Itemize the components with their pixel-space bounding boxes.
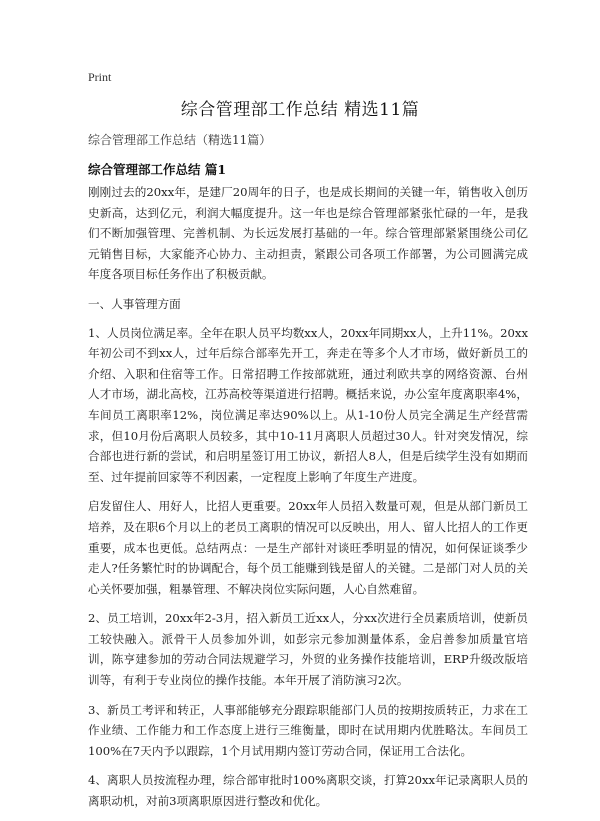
paragraph-evaluation: 3、新员工考评和转正，人事部能够充分跟踪职能部门人员的按期按质转正，力求在工作业绩、工作能力和工作态度上进行三维衡量，即时在试用期内优胜略汰。车间员工100%在7天内予以跟踪，1个月试用期内签订劳动合同，保证用工合法化。: [88, 702, 528, 758]
page-title: 综合管理部工作总结 精选11篇: [180, 100, 420, 120]
document-body: [88, 182, 528, 821]
paragraph-retention: 启发留住人、用好人，比招人更重要。20xx年人员招入数量可观，但是从部门新员工培养，及在职6个月以上的老员工离职的情况可以反映出，用人、留人比招人的工作更重要，成本也更低。总结两点：一是生产部针对谈旺季明显的情况，如何保证谈季少走人?任务繁忙时的协调配合，每个员工能赚到钱是留人的关键。二是部门对人员的关心关怀要加强，粗暴管理、不解决岗位实际问题，人心自然难留。: [88, 499, 528, 596]
section-heading: 综合管理部工作总结 篇1: [88, 162, 227, 177]
paragraph-intro: 刚刚过去的20xx年，是建厂20周年的日子，也是成长期间的关键一年，销售收入创历史新高，达到亿元，利润大幅度提升。这一年也是综合管理部紧张忙碌的一年，是我们不断加强管理、完善机制、为长远发展打基础的一年。综合管理部紧紧围绕公司亿元销售目标，大家能齐心协力、主动担责，紧跟公司各项工作部署，为公司圆满完成年度各项目标任务作出了积极贡献。: [88, 185, 528, 282]
section-title-hr: 一、人事管理方面: [88, 296, 181, 311]
paragraph-training: 2、员工培训，20xx年2-3月，招入新员工近xx人，分xx次进行全员素质培训，使新员工较快融入。派骨干人员参加外训，如彭宗元参加测量体系，金启善参加质量官培训，陈亨建参加的劳动合同法规避学习，外贸的业务操作技能培训，ERP升级改版培训等，有利于专业岗位的操作技能。本年开展了消防演习2次。: [88, 611, 528, 688]
paragraph-resignation: 4、离职人员按流程办理，综合部审批时100%离职交谈，打算20xx年记录离职人员的离职动机，对前3项离职原因进行整改和优化。: [88, 773, 528, 809]
document-subtitle: 综合管理部工作总结（精选11篇）: [88, 133, 272, 147]
print-link[interactable]: Print: [88, 70, 112, 84]
paragraph-staffing: 1、人员岗位满足率。全年在职人员平均数xx人，20xx年同期xx人，上升11%。20xx年初公司不到xx人，过年后综合部率先开工，奔走在等多个人才市场，做好新员工的介绍、入职和住宿等工作。日常招聘工作按部就班，通过利欧共享的网络资源、台州人才市场，湖北高校，江苏高校等渠道进行招聘。概括来说，办公室年度离职率4%，车间员工离职率12%，岗位满足率达90%以上。从1-10份人员完全满足生产经营需求，但10月份后离职人员较多，其中10-11月离职人员超过30人。针对突发情况，综合部也进行新的尝试，和启明星签订用工协议，新招人8人，但是后续学生没有如期而至、过年提前回家等不利因素，一定程度上影响了年度生产进度。: [88, 325, 528, 484]
